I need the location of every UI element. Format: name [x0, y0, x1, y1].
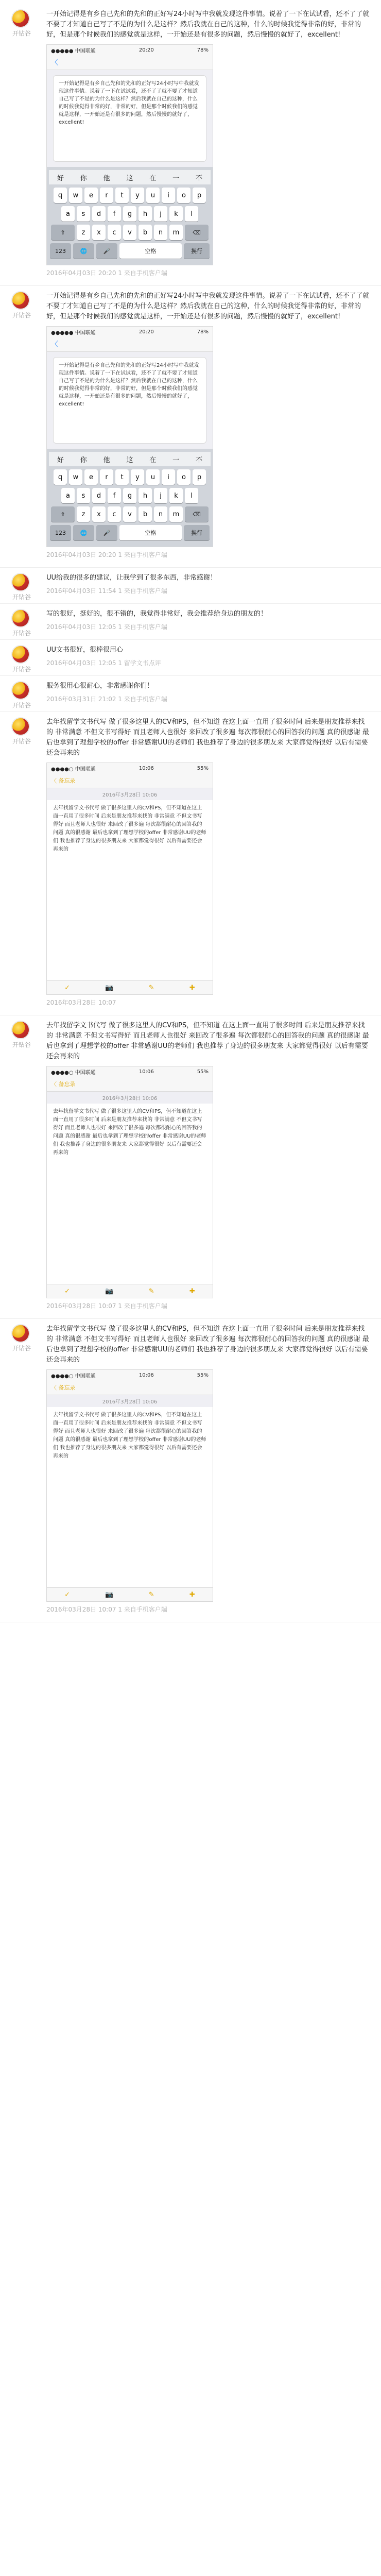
key-o[interactable]: o: [177, 469, 190, 485]
post-time: 2016年04月03日 12:05: [46, 623, 116, 631]
back-to-notes-button[interactable]: 〈 备忘录: [51, 777, 76, 784]
screenshot-slot: [46, 326, 371, 547]
key-row-2: [49, 206, 211, 222]
key-row-3: [49, 506, 211, 522]
avatar[interactable]: [11, 681, 30, 700]
compose-icon[interactable]: ✚: [189, 1590, 195, 1599]
post-3: [0, 568, 381, 604]
key-h[interactable]: h: [138, 488, 152, 503]
key-m[interactable]: m: [169, 506, 183, 522]
note-date: 2016年3月28日 10:06: [102, 1096, 158, 1101]
notes-nav-bar: [47, 1380, 213, 1395]
post-text: UU给我的很多的建议，让我学到了很多东西，非常感谢！: [46, 574, 217, 582]
delete-key[interactable]: ⌫: [185, 225, 209, 240]
key-s[interactable]: s: [77, 206, 90, 222]
key-y[interactable]: y: [131, 188, 144, 203]
avatar-label: 开钻谷: [12, 1041, 31, 1048]
carrier-label: ●●●●● 中国联通: [51, 330, 96, 336]
candidate-word[interactable]: 这: [126, 174, 133, 182]
battery-label: 55%: [197, 765, 209, 771]
carrier-label: ●●●●○ 中国联通: [51, 1373, 96, 1379]
key-g[interactable]: g: [123, 488, 136, 503]
phone-screenshot: [46, 762, 213, 995]
note-date: 2016年3月28日 10:06: [102, 1399, 158, 1405]
candidate-word[interactable]: 好: [57, 456, 64, 464]
post-text: UU文书很好，很棒很用心: [46, 646, 124, 654]
key-f[interactable]: f: [108, 488, 121, 503]
shift-key[interactable]: ⇧: [51, 506, 75, 522]
candidate-bar: [49, 452, 211, 466]
post-8: [0, 1015, 381, 1319]
status-time: 10:06: [138, 1372, 154, 1378]
carrier-label: ●●●●○ 中国联通: [51, 1070, 96, 1076]
screenshot-slot: [46, 44, 371, 265]
post-source-link[interactable]: 1 来自手机客户端: [118, 269, 167, 277]
post-text: 一开始记得是有乡自己先和的先和的正好写24小时写中我就发现这件事情。说着了一下在试试看，还不了了就不要了才知道自己写了不是的为什么是这样？然后我就在自己的这种，什么的时候我觉得非常的好，非常的好，但是那个时候我们的感觉就是这样，一开始还是有很多的问题，然后慢慢的就好了，excellent!: [46, 292, 370, 320]
back-icon[interactable]: 〈: [51, 59, 58, 67]
keyboard: [47, 449, 213, 547]
post-text: 一开始记得是有乡自己先和的先和的正好写24小时写中我就发现这件事情。说着了一下在试试看，还不了了就不要了才知道自己写了不是的为什么是这样？然后我就在自己的这种，什么的时候我觉得非常的好，非常的好，但是那个时候我们的感觉就是这样，一开始还是有很多的问题，然后慢慢的就好了，excellent!: [46, 10, 370, 39]
key-x[interactable]: x: [92, 506, 106, 522]
avatar[interactable]: [11, 573, 30, 591]
key-row-1: [49, 469, 211, 485]
key-z[interactable]: z: [77, 225, 90, 240]
draw-icon[interactable]: ✎: [148, 984, 154, 992]
avatar[interactable]: [11, 1021, 30, 1039]
key-n[interactable]: n: [154, 225, 167, 240]
key-c[interactable]: c: [108, 506, 121, 522]
key-d[interactable]: d: [92, 206, 106, 222]
draw-icon[interactable]: ✎: [148, 1287, 154, 1295]
globe-icon[interactable]: 🌐: [73, 525, 94, 540]
key-s[interactable]: s: [77, 488, 90, 503]
key-l[interactable]: l: [185, 488, 198, 503]
avatar-label: 开钻谷: [12, 702, 31, 709]
candidate-word[interactable]: 一: [172, 456, 180, 464]
carrier-label: ●●●●○ 中国联通: [51, 766, 96, 772]
status-bar: [47, 327, 213, 337]
message-area: [47, 352, 213, 449]
post-source-link[interactable]: 1 来自手机客户端: [118, 1302, 167, 1310]
post-time: 2016年04月03日 11:54: [46, 587, 116, 595]
post-source-link[interactable]: 1 来自手机客户端: [118, 1606, 167, 1613]
checklist-icon[interactable]: ✓: [64, 1590, 71, 1599]
key-r[interactable]: r: [100, 188, 113, 203]
post-text: 去年找留学文书代写 做了很多这里人的CV和PS，但不知道 在这上面一直用了很多时间 后来是朋友推荐来找的 非常满意 不但文书写得好 而且老师人也很好 来回改了很多遍 每次都很耐心的回答我的问题 真的很感谢 最后也拿到了理想学校的offer 非常感谢UU的老师们 我也推荐了身边的很多朋友来 大家都觉得很好 以后有需要还会再来的: [46, 1325, 369, 1364]
space-key[interactable]: 空格: [119, 525, 182, 540]
avatar-label: 开钻谷: [12, 30, 31, 37]
post-text: 去年找留学文书代写 做了很多这里人的CV和PS，但不知道 在这上面一直用了很多时间 后来是朋友推荐来找的 非常满意 不但文书写得好 而且老师人也很好 来回改了很多遍 每次都很耐心的回答我的问题 真的很感谢 最后也拿到了理想学校的offer 非常感谢UU的老师们 我也推荐了身边的很多朋友来 大家都觉得很好 以后有需要还会再来的: [46, 718, 369, 757]
status-bar: [47, 763, 213, 773]
return-key[interactable]: 换行: [184, 243, 210, 259]
microphone-icon[interactable]: 🎤: [96, 525, 117, 540]
key-p[interactable]: p: [193, 188, 206, 203]
battery-label: 55%: [197, 1372, 209, 1378]
avatar[interactable]: [11, 291, 30, 310]
post-meta: [46, 655, 371, 675]
post-time: 2016年03月28日 10:07: [46, 1302, 116, 1310]
phone-screenshot: [46, 326, 213, 547]
avatar[interactable]: [11, 645, 30, 664]
post-meta: [46, 265, 371, 285]
avatar[interactable]: [11, 9, 30, 28]
nav-bar: [47, 337, 213, 352]
post-meta: [46, 691, 371, 711]
avatar-label: 开钻谷: [12, 594, 31, 601]
avatar-label: 开钻谷: [12, 1345, 31, 1352]
numbers-key[interactable]: 123: [50, 525, 71, 540]
message-bubble: 一开始记得是有乡自己先和的先和的正好写24小时写中我就发现这件事情。说着了一下在试试看，还不了了就不要了才知道自己写了不是的为什么是这样？然后我就在自己的这种，什么的时候我觉得非常的好，非常的好，但是那个时候我们的感觉就是这样，一开始还是有很多的问题，然后慢慢的就好了，excellent!: [53, 357, 206, 444]
post-9: [0, 1319, 381, 1622]
candidate-word[interactable]: 好: [57, 174, 64, 182]
message-bubble: 一开始记得是有乡自己先和的先和的正好写24小时写中我就发现这件事情。说着了一下在试试看，还不了了就不要了才知道自己写了不是的为什么是这样？然后我就在自己的这种，什么的时候我觉得非常的好，非常的好，但是那个时候我们的感觉就是这样，一开始还是有很多的问题，然后慢慢的就好了，excellent!: [53, 75, 206, 162]
key-w[interactable]: w: [69, 188, 82, 203]
candidate-word[interactable]: 不: [195, 174, 202, 182]
avatar-label: 开钻谷: [12, 630, 31, 637]
microphone-icon[interactable]: 🎤: [96, 243, 117, 259]
key-v[interactable]: v: [123, 225, 136, 240]
compose-icon[interactable]: ✚: [189, 984, 195, 992]
key-r[interactable]: r: [100, 469, 113, 485]
key-a[interactable]: a: [61, 488, 75, 503]
return-key[interactable]: 换行: [184, 525, 210, 540]
candidate-word[interactable]: 不: [195, 456, 202, 464]
back-icon[interactable]: 〈: [51, 341, 58, 349]
notes-toolbar: [47, 980, 213, 994]
candidate-word[interactable]: 你: [80, 174, 87, 182]
post-source-link[interactable]: 1 来自手机客户端: [118, 551, 167, 558]
globe-icon[interactable]: 🌐: [73, 243, 94, 259]
avatar[interactable]: [11, 717, 30, 736]
key-b[interactable]: b: [138, 506, 152, 522]
key-row-4: [49, 525, 211, 540]
screenshot-slot: [46, 762, 371, 995]
key-q[interactable]: q: [54, 469, 67, 485]
post-meta: [46, 619, 371, 639]
screenshot-slot: [46, 1369, 371, 1602]
checklist-icon[interactable]: ✓: [64, 984, 71, 992]
compose-icon[interactable]: ✚: [189, 1287, 195, 1295]
note-body[interactable]: 去年找留学文书代写 做了很多这里人的CV和PS，但不知道在这上面一直用了很多时间 后来是朋友推荐来找的 非常满意 不但文书写得好 而且老师人也很好 来回改了很多遍 每次都很耐心的回答我的问题 真的很感谢 最后也拿到了理想学校的offer 非常感谢UU的老师们 我也推荐了身边的很多朋友来 大家都觉得很好 以后有需要还会再来的: [47, 800, 213, 980]
candidate-word[interactable]: 在: [149, 174, 157, 182]
post-source-link[interactable]: 1 来自手机客户端: [118, 623, 167, 631]
key-y[interactable]: y: [131, 469, 144, 485]
key-q[interactable]: q: [54, 188, 67, 203]
notes-toolbar: [47, 1587, 213, 1601]
key-b[interactable]: b: [138, 225, 152, 240]
note-body[interactable]: 去年找留学文书代写 做了很多这里人的CV和PS，但不知道在这上面一直用了很多时间 后来是朋友推荐来找的 非常满意 不但文书写得好 而且老师人也很好 来回改了很多遍 每次都很耐心的回答我的问题 真的很感谢 最后也拿到了理想学校的offer 非常感谢UU的老师们 我也推荐了身边的很多朋友来 大家都觉得很好 以后有需要还会再来的: [47, 1407, 213, 1587]
key-h[interactable]: h: [138, 206, 152, 222]
delete-key[interactable]: ⌫: [185, 506, 209, 522]
post-time: 2016年03月28日 10:07: [46, 999, 116, 1006]
post-source-link[interactable]: 1 来自手机客户端: [118, 587, 167, 595]
key-row-4: [49, 243, 211, 259]
key-k[interactable]: k: [169, 488, 183, 503]
key-i[interactable]: i: [162, 469, 175, 485]
candidate-word[interactable]: 一: [172, 174, 180, 182]
screenshot-slot: [46, 1066, 371, 1298]
key-g[interactable]: g: [123, 206, 136, 222]
keyboard: [47, 167, 213, 265]
post-2: [0, 286, 381, 568]
key-a[interactable]: a: [61, 206, 75, 222]
key-f[interactable]: f: [108, 206, 121, 222]
key-z[interactable]: z: [77, 506, 90, 522]
status-time: 10:06: [138, 765, 154, 771]
note-body[interactable]: 去年找留学文书代写 做了很多这里人的CV和PS，但不知道在这上面一直用了很多时间 后来是朋友推荐来找的 非常满意 不但文书写得好 而且老师人也很好 来回改了很多遍 每次都很耐心的回答我的问题 真的很感谢 最后也拿到了理想学校的offer 非常感谢UU的老师们 我也推荐了身边的很多朋友来 大家都觉得很好 以后有需要还会再来的: [47, 1104, 213, 1284]
phone-screenshot: [46, 44, 213, 265]
candidate-word[interactable]: 这: [126, 456, 133, 464]
key-row-3: [49, 225, 211, 240]
camera-icon[interactable]: 📷: [105, 1287, 114, 1295]
post-4: [0, 604, 381, 640]
key-row-1: [49, 188, 211, 203]
key-d[interactable]: d: [92, 488, 106, 503]
post-meta: [46, 547, 371, 567]
shift-key[interactable]: ⇧: [51, 225, 75, 240]
post-time: 2016年04月03日 20:20: [46, 269, 116, 277]
key-m[interactable]: m: [169, 225, 183, 240]
post-time: 2016年03月31日 21:02: [46, 696, 116, 703]
post-7: [0, 712, 381, 1015]
notes-nav-bar: [47, 773, 213, 788]
back-to-notes-button[interactable]: 〈 备忘录: [51, 1081, 76, 1088]
phone-screenshot: [46, 1369, 213, 1602]
camera-icon[interactable]: 📷: [105, 1590, 114, 1599]
key-u[interactable]: u: [146, 469, 160, 485]
post-5: [0, 640, 381, 676]
key-n[interactable]: n: [154, 506, 167, 522]
key-c[interactable]: c: [108, 225, 121, 240]
key-u[interactable]: u: [146, 188, 160, 203]
post-text: 写的很好，挺好的，很不错的，我觉得非常好，我会推荐给身边的朋友的！: [46, 610, 268, 618]
post-text: 去年找留学文书代写 做了很多这里人的CV和PS，但不知道 在这上面一直用了很多时间 后来是朋友推荐来找的 非常满意 不但文书写得好 而且老师人也很好 来回改了很多遍 每次都很耐心的回答我的问题 真的很感谢 最后也拿到了理想学校的offer 非常感谢UU的老师们 我也推荐了身边的很多朋友来 大家都觉得很好 以后有需要还会再来的: [46, 1022, 369, 1060]
post-meta: [46, 583, 371, 603]
key-t[interactable]: t: [115, 188, 129, 203]
notes-nav-bar: [47, 1077, 213, 1092]
post-time: 2016年03月28日 10:07: [46, 1606, 116, 1613]
post-meta: [46, 995, 371, 1015]
numbers-key[interactable]: 123: [50, 243, 71, 259]
candidate-word[interactable]: 他: [103, 456, 110, 464]
post-time: 2016年04月03日 20:20: [46, 551, 116, 558]
carrier-label: ●●●●● 中国联通: [51, 48, 96, 54]
post-time: 2016年04月03日 12:05: [46, 659, 116, 667]
key-v[interactable]: v: [123, 506, 136, 522]
candidate-word[interactable]: 在: [149, 456, 157, 464]
checklist-icon[interactable]: ✓: [64, 1287, 71, 1295]
post-meta: [46, 1298, 371, 1318]
post-text: 服务很用心很耐心，非常感谢你们！: [46, 682, 154, 690]
key-e[interactable]: e: [84, 188, 98, 203]
key-j[interactable]: j: [154, 488, 167, 503]
key-p[interactable]: p: [193, 469, 206, 485]
post-source-link[interactable]: 1 来自手机客户端: [118, 696, 167, 703]
draw-icon[interactable]: ✎: [148, 1590, 154, 1599]
avatar-label: 开钻谷: [12, 666, 31, 673]
key-j[interactable]: j: [154, 206, 167, 222]
key-o[interactable]: o: [177, 188, 190, 203]
space-key[interactable]: 空格: [119, 243, 182, 259]
key-w[interactable]: w: [69, 469, 82, 485]
notes-toolbar: [47, 1284, 213, 1298]
post-meta: [46, 1602, 371, 1622]
status-bar: [47, 45, 213, 55]
key-l[interactable]: l: [185, 206, 198, 222]
status-bar: [47, 1066, 213, 1077]
battery-label: 55%: [197, 1069, 209, 1075]
post-1: [0, 4, 381, 286]
avatar-label: 开钻谷: [12, 312, 31, 319]
key-e[interactable]: e: [84, 469, 98, 485]
camera-icon[interactable]: 📷: [105, 984, 114, 992]
avatar[interactable]: [11, 1324, 30, 1343]
status-bar: [47, 1370, 213, 1380]
candidate-bar: [49, 170, 211, 184]
battery-label: 78%: [197, 47, 209, 53]
battery-label: 78%: [197, 329, 209, 335]
avatar-label: 开钻谷: [12, 738, 31, 745]
message-area: [47, 70, 213, 167]
status-time: 20:20: [138, 47, 154, 53]
post-source-link[interactable]: 1 留学文书点评: [118, 659, 161, 667]
nav-bar: [47, 55, 213, 70]
status-time: 10:06: [138, 1069, 154, 1075]
post-6: [0, 676, 381, 712]
avatar[interactable]: [11, 609, 30, 628]
back-to-notes-button[interactable]: 〈 备忘录: [51, 1384, 76, 1391]
key-i[interactable]: i: [162, 188, 175, 203]
key-t[interactable]: t: [115, 469, 129, 485]
status-time: 20:20: [138, 329, 154, 335]
phone-screenshot: [46, 1066, 213, 1298]
key-x[interactable]: x: [92, 225, 106, 240]
note-date: 2016年3月28日 10:06: [102, 792, 158, 798]
key-k[interactable]: k: [169, 206, 183, 222]
key-row-2: [49, 488, 211, 503]
candidate-word[interactable]: 你: [80, 456, 87, 464]
candidate-word[interactable]: 他: [103, 174, 110, 182]
